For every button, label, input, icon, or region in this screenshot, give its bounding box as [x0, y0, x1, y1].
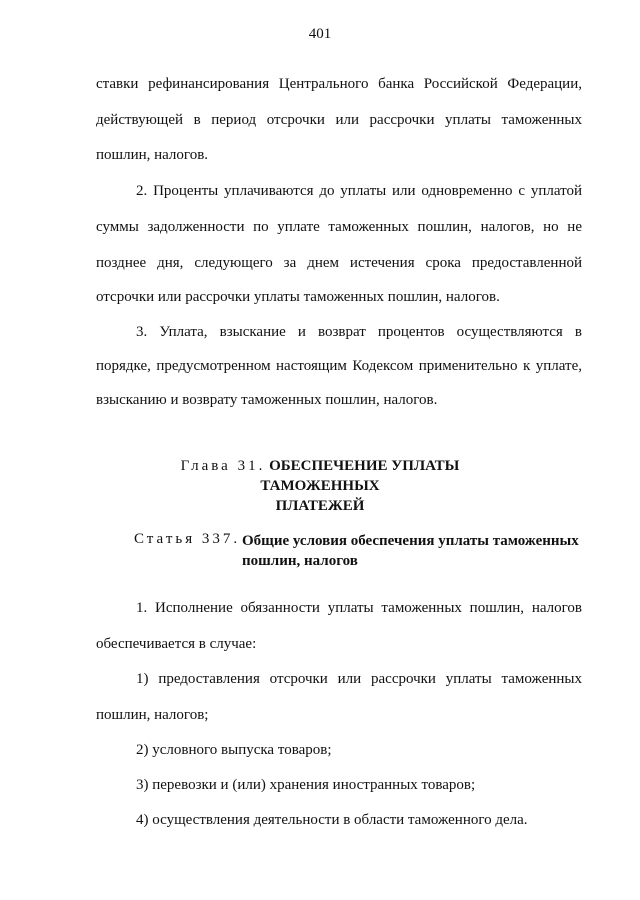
chapter-heading	[120, 456, 520, 516]
chapter-prefix: Глава 31.	[180, 458, 266, 474]
paragraph-line: обеспечивается в случае:	[96, 636, 257, 652]
list-item: 3) перевозки и (или) хранения иностранных товаров;	[136, 777, 476, 793]
list-item: 2) условного выпуска товаров;	[136, 742, 332, 758]
list-item: 4) осуществления деятельности в области таможенного дела.	[136, 812, 528, 828]
paragraph-line: ставки рефинансирования Центрального банка Российской Федерации,	[96, 77, 582, 92]
chapter-title-line1: ОБЕСПЕЧЕНИЕ УПЛАТЫ ТАМОЖЕННЫХ	[260, 458, 460, 494]
paragraph-line: отсрочки или рассрочки уплаты таможенных пошлин, налогов.	[96, 289, 500, 305]
chapter-title-line2: ПЛАТЕЖЕЙ	[275, 498, 365, 514]
article-prefix: Статья 337.	[134, 531, 241, 547]
paragraph-line: пошлин, налогов.	[96, 147, 209, 163]
paragraph-line: 1. Исполнение обязанности уплаты таможенных пошлин, налогов	[136, 601, 582, 616]
paragraph-line: 3. Уплата, взыскание и возврат процентов осуществляются в	[136, 325, 582, 340]
paragraph-line: действующей в период отсрочки или рассрочки уплаты таможенных	[96, 113, 582, 128]
list-item: пошлин, налогов;	[96, 707, 209, 723]
paragraph-line: 2. Проценты уплачиваются до уплаты или одновременно с уплатой	[136, 184, 582, 199]
page-number: 401	[308, 26, 332, 42]
paragraph-line: порядке, предусмотренном настоящим Кодексом применительно к уплате,	[96, 359, 582, 374]
list-item: 1) предоставления отсрочки или рассрочки уплаты таможенных	[136, 672, 582, 687]
paragraph-line: суммы задолженности по уплате таможенных пошлин, налогов, но не	[96, 220, 582, 235]
paragraph-line: взысканию и возврату таможенных пошлин, налогов.	[96, 392, 438, 408]
paragraph-line: позднее дня, следующего за днем истечения срока предоставленной	[96, 256, 582, 271]
article-title: Общие условия обеспечения уплаты таможенных пошлин, налогов	[242, 533, 579, 569]
